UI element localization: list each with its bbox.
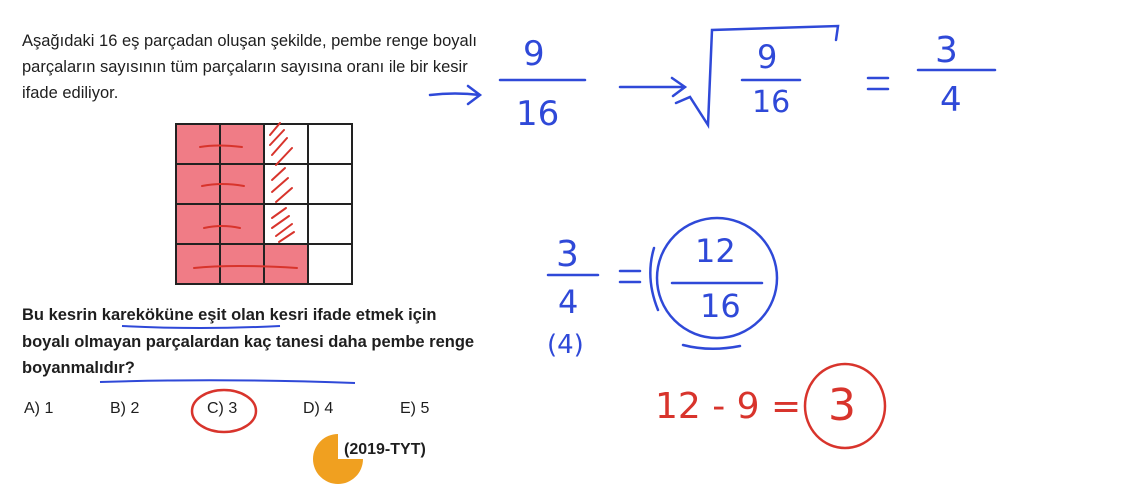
subtraction-expression: 12 - 9 = bbox=[655, 386, 802, 427]
root-numerator: 9 bbox=[757, 38, 778, 76]
final-answer: 3 bbox=[828, 380, 856, 431]
choice-b[interactable]: B) 2 bbox=[110, 400, 140, 417]
choice-e[interactable]: E) 5 bbox=[400, 400, 430, 417]
multiplier-note: (4) bbox=[547, 330, 584, 360]
equals-2 bbox=[630, 270, 632, 272]
result-denominator: 4 bbox=[940, 80, 962, 120]
frac2-numerator: 3 bbox=[556, 234, 579, 275]
choice-a[interactable]: A) 1 bbox=[24, 400, 54, 417]
frac3-denominator: 16 bbox=[700, 287, 741, 325]
choice-c[interactable]: C) 3 bbox=[207, 400, 238, 417]
root-denominator: 16 bbox=[752, 85, 791, 120]
frac2-denominator: 4 bbox=[558, 283, 579, 321]
result-numerator: 3 bbox=[935, 30, 958, 71]
question-intro: Aşağıdaki 16 eş parçadan oluşan şekilde, pembe renge boyalı parçaların sayısının tüm parçaların sayısına oranı ile bir kesir ifade ediliyor. bbox=[22, 32, 477, 102]
equals-1 bbox=[874, 70, 876, 72]
frac3-numerator: 12 bbox=[695, 232, 736, 270]
frac1-denominator: 16 bbox=[516, 94, 560, 134]
question-prompt: Bu kesrin kareköküne eşit olan kesri ifade etmek için boyalı olmayan parçalardan kaç tanesi daha pembe renge boyanmalıdır? bbox=[22, 306, 475, 377]
frac1-numerator: 9 bbox=[523, 34, 545, 74]
choice-d[interactable]: D) 4 bbox=[303, 400, 334, 417]
source-tag: (2019-TYT) bbox=[344, 441, 426, 458]
